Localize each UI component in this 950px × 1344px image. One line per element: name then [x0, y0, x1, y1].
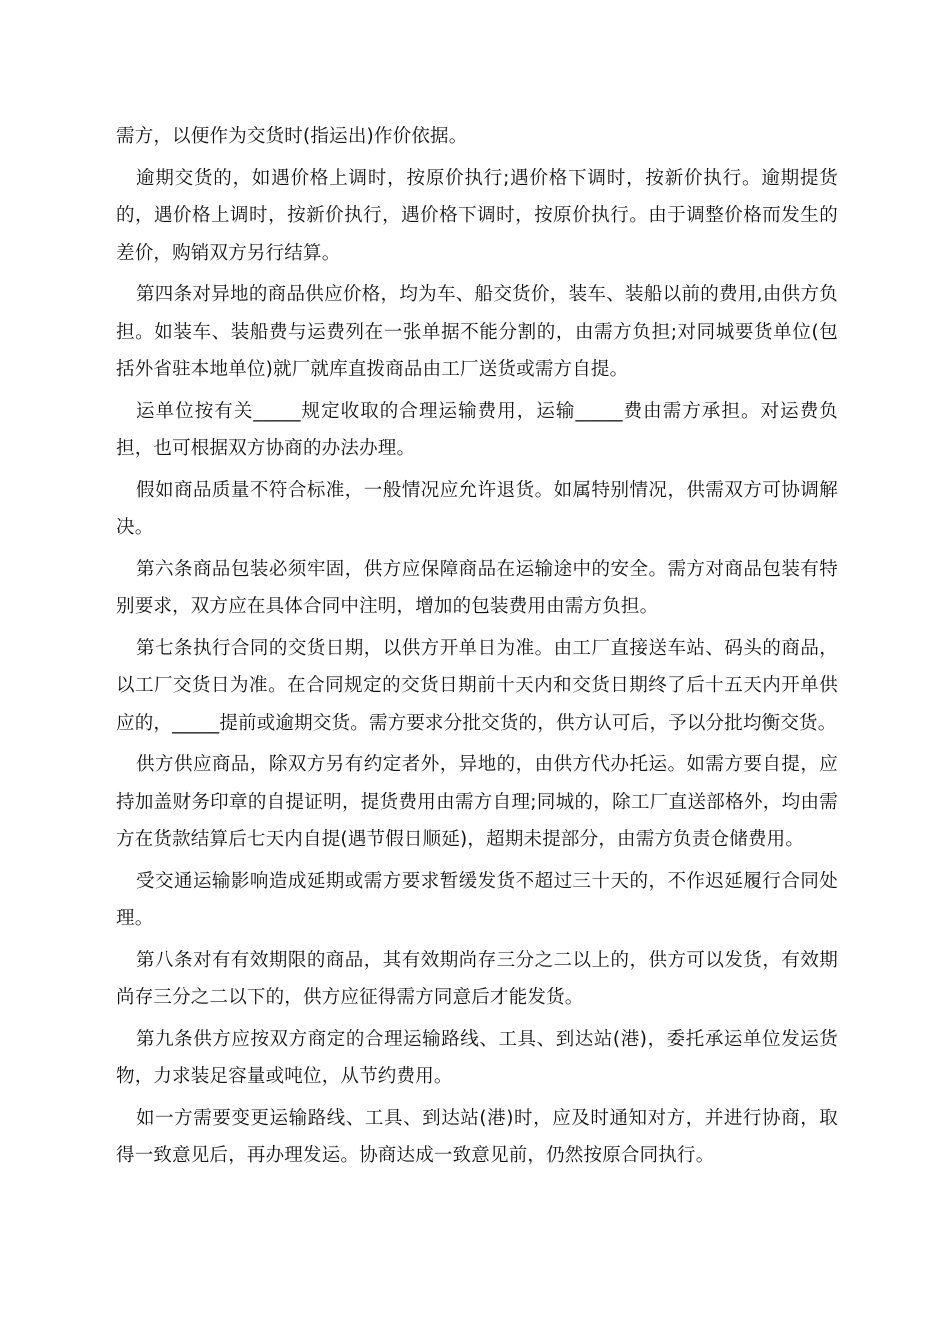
paragraph-9: 受交通运输影响造成延期或需方要求暂缓发货不超过三十天的，不作迟延履行合同处理。 [116, 870, 838, 929]
paragraph-2: 逾期交货的，如遇价格上调时，按原价执行;遇价格下调时，按新价执行。逾期提货的，遇价格上调时，按新价执行，遇价格下调时，按原价执行。由于调整价格而发生的差价，购销双方另行结算。 [116, 167, 838, 264]
paragraph-8: 供方供应商品，除双方另有约定者外，异地的，由供方代办托运。如需方要自提，应持加盖财务印章的自提证明，提货费用由需方自理;同城的，除工厂直送部格外，均由需方在货款结算后七天内自提(遇节假日顺延)，超期未提部分，由需方负责仓储费用。 [116, 754, 838, 850]
paragraph-1: 需方，以便作为交货时(指运出)作价依据。 [116, 126, 468, 147]
paragraph-6: 第六条商品包装必须牢固，供方应保障商品在运输途中的安全。需方对商品包装有特别要求，双方应在具体合同中注明，增加的包装费用由需方负担。 [116, 558, 838, 617]
paragraph-10: 第八条对有有效期限的商品，其有效期尚存三分之二以上的，供方可以发货，有效期尚存三分之二以下的，供方应征得需方同意后才能发货。 [116, 949, 838, 1008]
paragraph-5: 假如商品质量不符合标准，一般情况应允许退货。如属特别情况，供需双方可协调解决。 [116, 479, 838, 538]
document-body [116, 118, 838, 1179]
paragraph-4: 运单位按有关_____规定收取的合理运输费用，运输_____费由需方承担。对运费负担，也可根据双方协商的办法办理。 [116, 400, 838, 459]
paragraph-3: 第四条对异地的商品供应价格，均为车、船交货价，装车、装船以前的费用,由供方负担。如装车、装船费与运费列在一张单据不能分割的，由需方负担;对同城要货单位(包括外省驻本地单位)就厂就库直拨商品由工厂送货或需方自提。 [116, 284, 838, 380]
paragraph-7: 第七条执行合同的交货日期，以供方开单日为准。由工厂直接送车站、码头的商品，以工厂交货日为准。在合同规定的交货日期前十天内和交货日期终了后十五天内开单供应的，_____提前或逾期交货。需方要求分批交货的，供方认可后，予以分批均衡交货。 [116, 637, 838, 734]
paragraph-12: 如一方需要变更运输路线、工具、到达站(港)时，应及时通知对方，并进行协商，取得一致意见后，再办理发运。协商达成一致意见前，仍然按原合同执行。 [116, 1107, 838, 1166]
paragraph-11: 第九条供方应按双方商定的合理运输路线、工具、到达站(港)，委托承运单位发运货物，力求装足容量或吨位，从节约费用。 [116, 1028, 838, 1087]
